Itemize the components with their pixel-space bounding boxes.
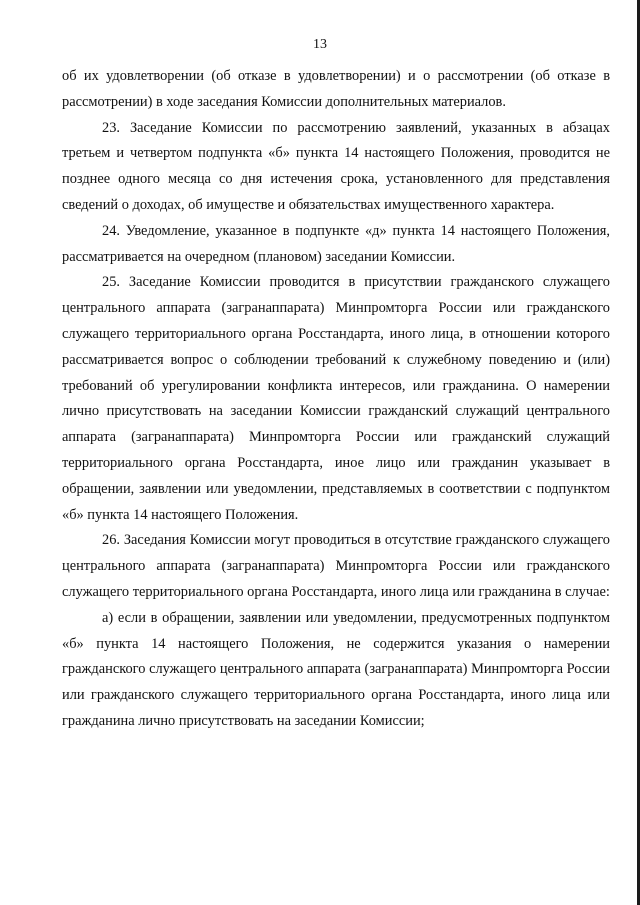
paragraph-26: 26. Заседания Комиссии могут проводиться в отсутствие гражданского служащего центрального аппарата (загранаппарата) Минпромторга России или гражданского служащего территориального органа Росстандарта, иного лица или гражданина в случае: — [62, 532, 610, 600]
paragraph-continuation: об их удовлетворении (об отказе в удовлетворении) и о рассмотрении (об отказе в рассмотрении) в ходе заседания Комиссии дополнительных материалов. — [62, 68, 610, 110]
paragraph-26-a: а) если в обращении, заявлении или уведомлении, предусмотренных подпунктом «б» пункта 14 настоящего Положения, не содержится указания о намерении гражданского служащего центрального аппарата (загранаппарата) Минпромторга России или гражданского служащего территориального органа Росстандарта, иного лица или гражданина лично присутствовать на заседании Комиссии; — [62, 609, 610, 729]
paragraph-25: 25. Заседание Комиссии проводится в присутствии гражданского служащего центрального аппарата (загранаппарата) Минпромторга России или гражданского служащего территориального органа Росстандарта, иного лица, в отношении которого рассматривается вопрос о соблюдении требований к служебному поведению и (или) требований об урегулировании конфликта интересов, или гражданина. О намерении лично присутствовать на заседании Комиссии гражданский служащий центрального аппарата (загранаппарата) Минпромторга России или гражданский служащий территориального органа Росстандарта, иное лицо или гражданин указывает в обращении, заявлении или уведомлении, представляемых в соответствии с подпунктом «б» пункта 14 настоящего Положения. — [62, 274, 610, 523]
page-number: 13 — [313, 37, 327, 52]
document-body — [62, 64, 610, 735]
paragraph-24: 24. Уведомление, указанное в подпункте «д» пункта 14 настоящего Положения, рассматривается на очередном (плановом) заседании Комиссии. — [62, 222, 610, 265]
paragraph-23: 23. Заседание Комиссии по рассмотрению заявлений, указанных в абзацах третьем и четвертом подпункта «б» пункта 14 настоящего Положения, проводится не позднее одного месяца со дня истечения срока, установленного для представления сведений о доходах, об имуществе и обязательствах имущественного характера. — [62, 119, 610, 213]
